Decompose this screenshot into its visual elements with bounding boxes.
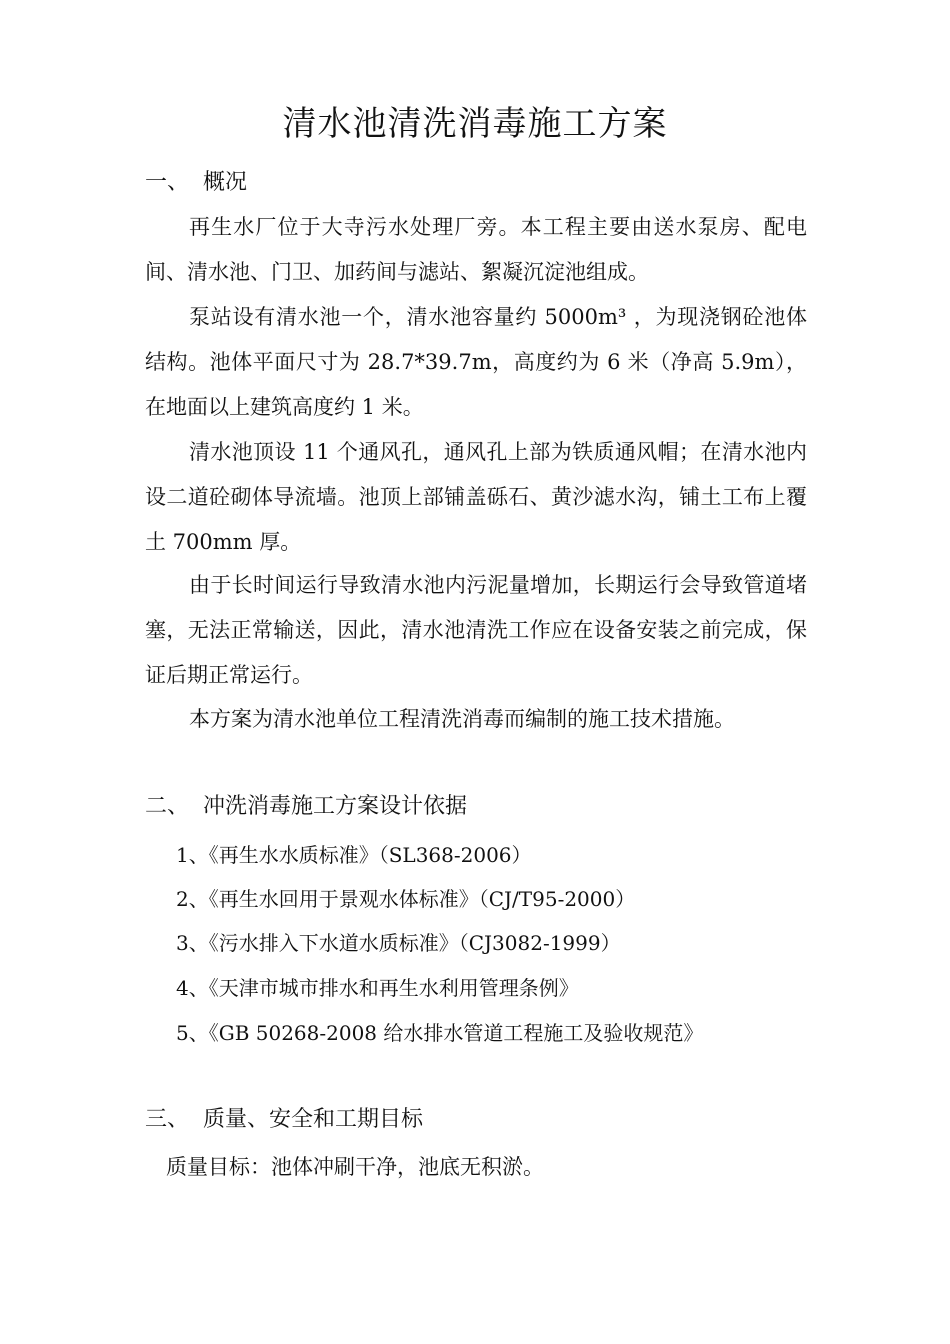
section-1-paragraph: 清水池顶设 11 个通风孔，通风孔上部为铁质通风帽；在清水池内设二道砼砌体导流墙。池顶上部铺盖砾石、黄沙滤水沟，铺土工布上覆土 700mm 厚。 xyxy=(145,440,807,554)
section-2-number: 二、 xyxy=(145,794,190,819)
reference-item: 4、《天津市城市排水和再生水利用管理条例》 xyxy=(176,976,579,1000)
section-1-paragraph: 再生水厂位于大寺污水处理厂旁。本工程主要由送水泵房、配电间、清水池、门卫、加药间与滤站、絮凝沉淀池组成。 xyxy=(145,215,807,284)
section-1-paragraph: 本方案为清水池单位工程清洗消毒而编制的施工技术措施。 xyxy=(189,707,735,731)
reference-item: 3、《污水排入下水道水质标准》（CJ3082-1999） xyxy=(176,931,621,955)
quality-goal: 质量目标：池体冲刷干净，池底无积淤。 xyxy=(166,1155,544,1179)
section-3-number: 三、 xyxy=(145,1107,190,1132)
reference-item: 5、《GB 50268-2008 给水排水管道工程施工及验收规范》 xyxy=(176,1021,704,1045)
section-1-paragraph: 泵站设有清水池一个，清水池容量约 5000m³ ，为现浇钢砼池体结构。池体平面尺寸为 28.7*39.7m，高度约为 6 米（净高 5.9m），在地面以上建筑高度约 1 米。 xyxy=(145,305,807,419)
section-1-heading xyxy=(145,168,247,198)
section-1-paragraph: 由于长时间运行导致清水池内污泥量增加，长期运行会导致管道堵塞，无法正常输送，因此，清水池清洗工作应在设备安装之前完成，保证后期正常运行。 xyxy=(145,573,807,687)
reference-item: 1、《再生水水质标准》（SL368-2006） xyxy=(176,843,532,867)
section-1-title: 概况 xyxy=(203,170,248,195)
reference-item: 2、《再生水回用于景观水体标准》（CJ/T95-2000） xyxy=(176,887,636,911)
section-1-number: 一、 xyxy=(145,170,190,195)
document-title: 清水池清洗消毒施工方案 xyxy=(282,104,668,144)
section-3-title: 质量、安全和工期目标 xyxy=(203,1107,424,1132)
section-2-heading xyxy=(145,792,467,822)
section-3-heading xyxy=(145,1105,423,1135)
section-2-title: 冲洗消毒施工方案设计依据 xyxy=(203,794,468,819)
